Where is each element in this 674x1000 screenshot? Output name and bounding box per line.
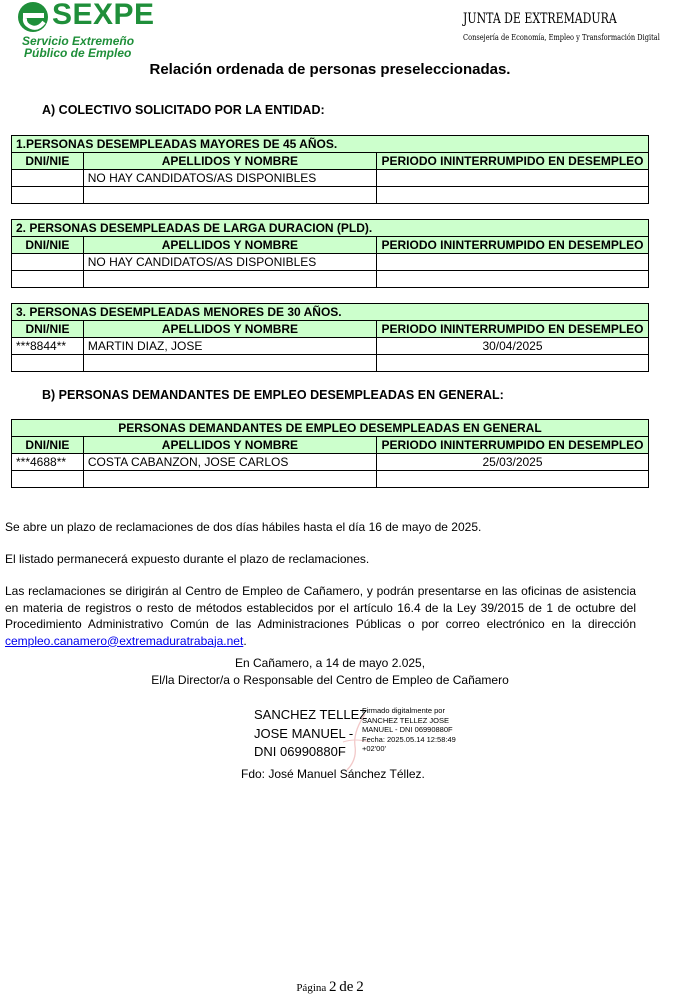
org-name: JUNTA DE EXTREMADURA bbox=[463, 11, 617, 27]
cell-name: MARTIN DIAZ, JOSE bbox=[83, 338, 376, 355]
sexpe-e-icon bbox=[14, 0, 54, 34]
signature-name-line3: DNI 06990880F bbox=[254, 744, 346, 759]
claims-instructions-text: Las reclamaciones se dirigirán al Centro de Empleo de Cañamero, y podrán presentarse en las oficinas de asistencia en materia de registros o resto de métodos establecidos por el artículo 16.4 de la Ley 39/2015 de 1 de octubre del Procedimiento Administrativo Común de las Administraciones Públicas o por correo electrónico en la dirección bbox=[5, 584, 636, 631]
page-of-word: de bbox=[339, 979, 354, 995]
signature-detail-5: +02'00' bbox=[362, 744, 386, 754]
cell-dni bbox=[12, 187, 84, 204]
cell-period bbox=[377, 170, 649, 187]
table-general bbox=[11, 419, 649, 488]
signature-name-line1: SANCHEZ TELLEZ bbox=[254, 707, 368, 722]
table-row bbox=[12, 454, 649, 471]
claims-instructions-end: . bbox=[243, 633, 247, 648]
page-current: 2 bbox=[329, 979, 337, 995]
page-word: Página bbox=[296, 982, 327, 994]
signature-name-line2: JOSE MANUEL - bbox=[254, 725, 354, 741]
cell-period bbox=[377, 271, 649, 288]
page-total: 2 bbox=[356, 979, 364, 995]
page-title: Relación ordenada de personas preseleccionadas. bbox=[149, 61, 511, 78]
cell-name bbox=[83, 355, 376, 372]
claims-instructions bbox=[5, 583, 636, 649]
table-row bbox=[12, 271, 649, 288]
col-header-period: PERIODO ININTERRUMPIDO EN DESEMPLEO bbox=[376, 321, 648, 338]
department-name: Consejería de Economía, Empleo y Transformación Digital bbox=[463, 33, 660, 43]
cell-dni bbox=[12, 271, 84, 288]
cell-name bbox=[83, 187, 376, 204]
page-number bbox=[0, 979, 660, 996]
cell-name: NO HAY CANDIDATOS/AS DISPONIBLES bbox=[83, 254, 376, 271]
table-row bbox=[12, 187, 649, 204]
exposure-text: El listado permanecerá expuesto durante el plazo de reclamaciones. bbox=[5, 552, 370, 566]
table-long-term bbox=[11, 219, 649, 288]
table-title: 3. PERSONAS DESEMPLEADAS MENORES DE 30 AÑOS. bbox=[12, 304, 649, 321]
table-row bbox=[12, 338, 649, 355]
email-link[interactable]: cempleo.canamero@extremaduratrabaja.net bbox=[5, 633, 244, 648]
table-row bbox=[12, 170, 649, 187]
table-row bbox=[12, 254, 649, 271]
table-title: 1.PERSONAS DESEMPLEADAS MAYORES DE 45 AÑOS. bbox=[12, 136, 649, 153]
signature-detail-1: Firmado digitalmente por bbox=[362, 706, 445, 715]
cell-name: NO HAY CANDIDATOS/AS DISPONIBLES bbox=[83, 170, 376, 187]
col-header-dni: DNI/NIE bbox=[12, 153, 84, 170]
table-title: PERSONAS DEMANDANTES DE EMPLEO DESEMPLEADAS EN GENERAL bbox=[12, 420, 649, 437]
cell-period bbox=[377, 471, 649, 488]
table-under-30 bbox=[11, 303, 649, 372]
signer-role: El/la Director/a o Responsable del Centro de Empleo de Cañamero bbox=[151, 673, 509, 687]
cell-period bbox=[377, 187, 649, 204]
table-row bbox=[12, 355, 649, 372]
col-header-period: PERIODO ININTERRUMPIDO EN DESEMPLEO bbox=[377, 437, 649, 454]
cell-name bbox=[83, 271, 376, 288]
cell-dni bbox=[12, 471, 84, 488]
cell-period bbox=[377, 254, 649, 271]
col-header-name: APELLIDOS Y NOMBRE bbox=[83, 321, 376, 338]
cell-dni bbox=[12, 170, 84, 187]
col-header-dni: DNI/NIE bbox=[12, 437, 84, 454]
cell-dni bbox=[12, 254, 84, 271]
cell-period: 25/03/2025 bbox=[377, 454, 649, 471]
logo-subtitle-line1: Servicio Extremeño bbox=[22, 34, 135, 48]
signature-details bbox=[362, 706, 456, 754]
logo-subtitle-line2: Público de Empleo bbox=[24, 46, 132, 60]
cell-name: COSTA CABANZON, JOSE CARLOS bbox=[83, 454, 376, 471]
table-title: 2. PERSONAS DESEMPLEADAS DE LARGA DURACION (PLD). bbox=[12, 220, 649, 237]
section-a-heading: A) COLECTIVO SOLICITADO POR LA ENTIDAD: bbox=[42, 103, 325, 117]
cell-dni: ***8844** bbox=[12, 338, 84, 355]
col-header-dni: DNI/NIE bbox=[12, 321, 84, 338]
cell-period bbox=[376, 355, 648, 372]
col-header-name: APELLIDOS Y NOMBRE bbox=[83, 437, 376, 454]
col-header-period: PERIODO ININTERRUMPIDO EN DESEMPLEO bbox=[377, 237, 649, 254]
col-header-period: PERIODO ININTERRUMPIDO EN DESEMPLEO bbox=[377, 153, 649, 170]
signature-detail-2: SANCHEZ TELLEZ JOSE bbox=[362, 715, 449, 725]
signature-detail-3: MANUEL - DNI 06990880F bbox=[362, 725, 453, 735]
place-date: En Cañamero, a 14 de mayo 2.025, bbox=[234, 656, 426, 670]
cell-period: 30/04/2025 bbox=[376, 338, 648, 355]
cell-dni: ***4688** bbox=[12, 454, 84, 471]
cell-dni bbox=[12, 355, 84, 372]
col-header-name: APELLIDOS Y NOMBRE bbox=[83, 237, 376, 254]
signed-by: Fdo: José Manuel Sánchez Téllez. bbox=[241, 767, 425, 781]
cell-name bbox=[83, 471, 376, 488]
logo-wordmark: SEXPE bbox=[52, 0, 155, 31]
sexpe-logo bbox=[14, 0, 155, 62]
claims-deadline-text: Se abre un plazo de reclamaciones de dos días hábiles hasta el día 16 de mayo de 2025. bbox=[5, 520, 482, 534]
table-over-45 bbox=[11, 135, 649, 204]
signature-detail-4: Fecha: 2025.05.14 12:58:49 bbox=[362, 734, 456, 744]
col-header-dni: DNI/NIE bbox=[12, 237, 84, 254]
col-header-name: APELLIDOS Y NOMBRE bbox=[83, 153, 376, 170]
table-row bbox=[12, 471, 649, 488]
section-b-heading: B) PERSONAS DEMANDANTES DE EMPLEO DESEMPLEADAS EN GENERAL: bbox=[42, 388, 504, 402]
